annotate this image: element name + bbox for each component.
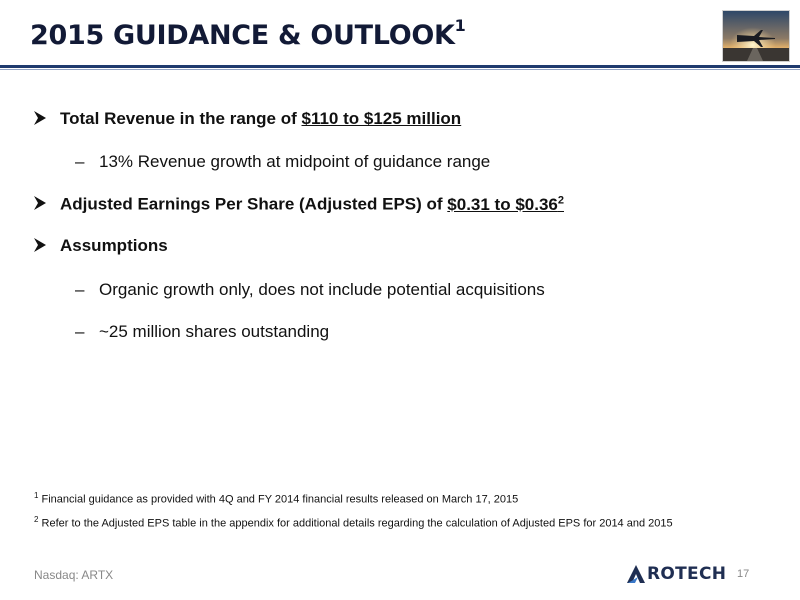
bullet-text: Total Revenue in the range of $110 to $125 million [60, 109, 462, 128]
page-number: 17 [737, 568, 750, 580]
title-text: 2015 GUIDANCE & OUTLOOK [30, 20, 455, 51]
revenue-range: $110 to $125 million [301, 109, 462, 128]
bullet-text: Assumptions [60, 236, 168, 255]
page-title [30, 16, 466, 51]
ticker-label: Nasdaq: ARTX [34, 568, 114, 582]
eps-range: $0.31 to $0.36$^2$ [447, 194, 564, 214]
title-footnote-marker: 1 [454, 16, 466, 35]
dash-bullet: – [75, 152, 85, 171]
subbullet-text: 13% Revenue growth at midpoint of guidance range [99, 152, 491, 171]
footnote-text: Financial guidance as provided with 4Q and FY 2014 financial results released on March 17, 2015 [41, 493, 519, 506]
arrow-bullet-icon [33, 111, 47, 125]
footnote-text: Refer to the Adjusted EPS table in the appendix for additional details regarding the calculation of Adjusted EPS for 2014 and 2015 [41, 517, 673, 530]
bullet-text: Adjusted Earnings Per Share (Adjusted EPS) of $0.31 to $0.36$^2$ [60, 194, 564, 214]
footnote-1 [34, 491, 518, 506]
logo-text: ROTECH [647, 564, 727, 584]
header-rule-thin [0, 69, 800, 70]
footnote-number: 2 [34, 515, 39, 524]
eps-footnote-marker: 2 [557, 194, 564, 206]
arotech-logo [626, 562, 726, 586]
footnote-number: 1 [34, 491, 39, 500]
arrow-bullet-icon [33, 238, 47, 252]
dash-bullet: – [75, 280, 85, 299]
footnote-2 [34, 515, 673, 530]
header-rule [0, 65, 800, 68]
dash-bullet: – [75, 322, 85, 341]
arrow-bullet-icon [33, 196, 47, 210]
subbullet-text: ~25 million shares outstanding [99, 322, 330, 341]
airplane-sunset-image [722, 10, 790, 62]
logo-a-icon [626, 564, 646, 584]
subbullet-text: Organic growth only, does not include potential acquisitions [99, 280, 545, 299]
